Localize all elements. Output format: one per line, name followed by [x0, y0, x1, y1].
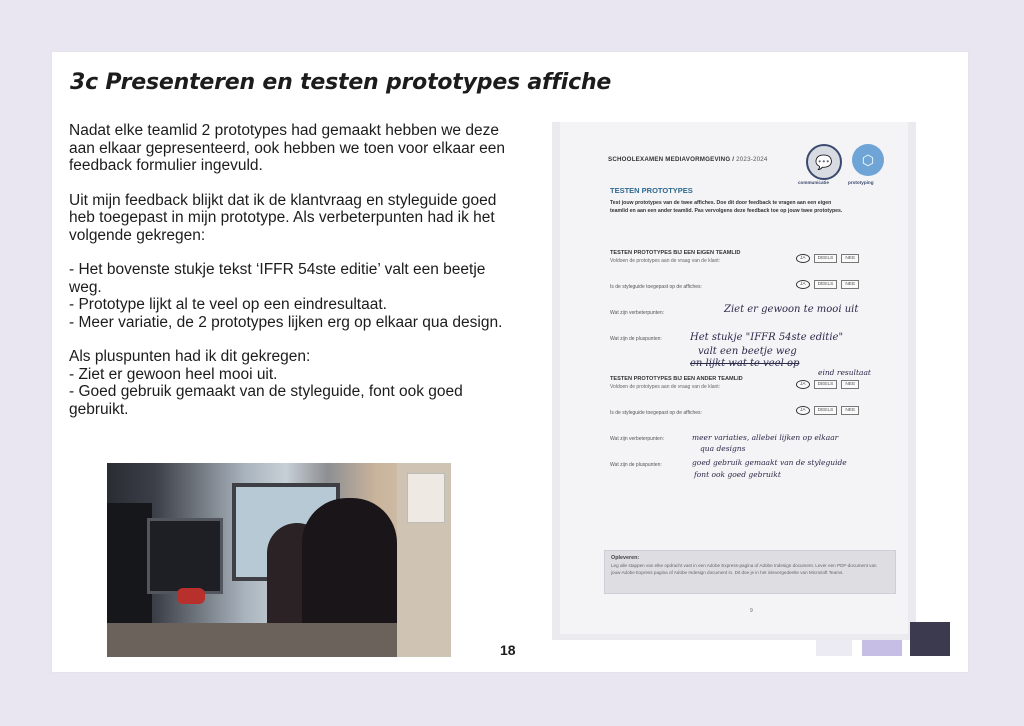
option-partly: DEELS [814, 406, 838, 415]
option-partly: DEELS [814, 280, 838, 289]
block-title: TESTEN PROTOTYPES BIJ EEN ANDER TEAMLID [610, 376, 743, 382]
handwritten-answer: eind resultaat [818, 368, 871, 377]
list-item: - Prototype lijkt al te veel op een eindresultaat. [69, 296, 387, 313]
communication-icon: 💬 [806, 144, 842, 180]
handwritten-answer: qua designs [700, 444, 746, 453]
decorative-square [816, 640, 852, 656]
handwritten-answer: goed gebruik gemaakt van de styleguide [692, 458, 847, 467]
deliver-title: Opleveren: [611, 555, 640, 561]
document-page [52, 52, 968, 672]
option-yes: JA [796, 254, 810, 263]
answer-options [796, 254, 859, 263]
answer-options [796, 380, 859, 389]
question: Is de styleguide toegepast op de affiches: [610, 284, 702, 290]
option-no: NEE [841, 380, 859, 389]
question: Wat zijn verbeterpunten: [610, 436, 665, 442]
body-text [69, 122, 509, 435]
paragraph-intro: Nadat elke teamlid 2 prototypes had gemaakt hebben we deze aan elkaar gepresenteerd, ook hebben we toen voor elkaar een feedback formulier ingevuld. [69, 122, 506, 174]
feedback-form-scan [552, 122, 916, 640]
answer-options [796, 406, 859, 415]
deliver-box [604, 550, 896, 594]
logo-label: communicatie [798, 180, 829, 185]
question: Voldoen de prototypes aan de vraag van de klant: [610, 258, 721, 264]
classroom-photo [107, 463, 451, 657]
scan-section-title: TESTEN PROTOTYPES [610, 186, 693, 195]
question: Is de styleguide toegepast op de affiches: [610, 410, 702, 416]
decorative-square [862, 640, 902, 656]
option-partly: DEELS [814, 254, 838, 263]
handwritten-answer: valt een beetje weg [698, 346, 797, 357]
scan-page-number: 9 [750, 608, 753, 614]
scanned-paper [560, 122, 908, 634]
option-partly: DEELS [814, 380, 838, 389]
list-item: - Het bovenste stukje tekst ‘IFFR 54ste editie’ valt een beetje weg. [69, 261, 486, 296]
option-yes: JA [796, 280, 810, 289]
list-item: - Goed gebruik gemaakt van de styleguide, font ook goed gebruikt. [69, 383, 463, 418]
option-no: NEE [841, 254, 859, 263]
question: Wat zijn verbeterpunten: [610, 310, 665, 316]
pluses-list [69, 348, 509, 418]
logo-label: prototyping [848, 180, 874, 185]
question: Voldoen de prototypes aan de vraag van de klant: [610, 384, 721, 390]
page-number: 18 [500, 642, 516, 658]
pluses-intro: Als pluspunten had ik dit gekregen: [69, 348, 311, 365]
handwritten-answer: Het stukje "IFFR 54ste editie" [690, 332, 844, 343]
option-no: NEE [841, 280, 859, 289]
improvements-list [69, 261, 509, 331]
handwritten-answer: meer variaties, allebei lijken op elkaar [692, 433, 839, 442]
answer-options [796, 280, 859, 289]
handwritten-answer: font ook goed gebruikt [694, 470, 781, 479]
block-title: TESTEN PROTOTYPES BIJ EEN EIGEN TEAMLID [610, 250, 741, 256]
list-item: - Meer variatie, de 2 prototypes lijken erg op elkaar qua design. [69, 313, 503, 331]
handwritten-answer: Ziet er gewoon te mooi uit [724, 304, 859, 315]
handwritten-answer: en lijkt wat te veel op [690, 358, 800, 369]
scan-header: SCHOOLEXAMEN MEDIAVORMGEVING / 2023-2024 [608, 156, 768, 163]
paragraph-feedback: Uit mijn feedback blijkt dat ik de klantvraag en styleguide goed heb toegepast in mijn prototype. Als verbeterpunten had ik het volgende gekregen: [69, 191, 497, 244]
page-title: 3c Presenteren en testen prototypes affiche [70, 70, 612, 95]
question: Wat zijn de pluspunten: [610, 336, 662, 342]
prototyping-cube-icon: ⬡ [852, 144, 884, 176]
deliver-text: Leg alle stappen van elke opdracht vast in een Adobe Express-pagina of Adobe Indesign document. Lever een PDF-document van jouw Adobe Express pagina of Adobe Indesign document in. Dit doe je in het inlevergedeelte van Microsoft Teams. [611, 563, 877, 575]
option-yes: JA [796, 380, 810, 389]
scan-intro: Test jouw prototypes van de twee affiches. Doe dit door feedback te vragen aan een eigen teamlid en aan een ander teamlid. Pas vervolgens deze feedback toe op jouw twee prototypes. [610, 200, 843, 214]
option-yes: JA [796, 406, 810, 415]
list-item: - Ziet er gewoon heel mooi uit. [69, 365, 278, 383]
decorative-square [910, 622, 950, 656]
question: Wat zijn de pluspunten: [610, 462, 662, 468]
option-no: NEE [841, 406, 859, 415]
